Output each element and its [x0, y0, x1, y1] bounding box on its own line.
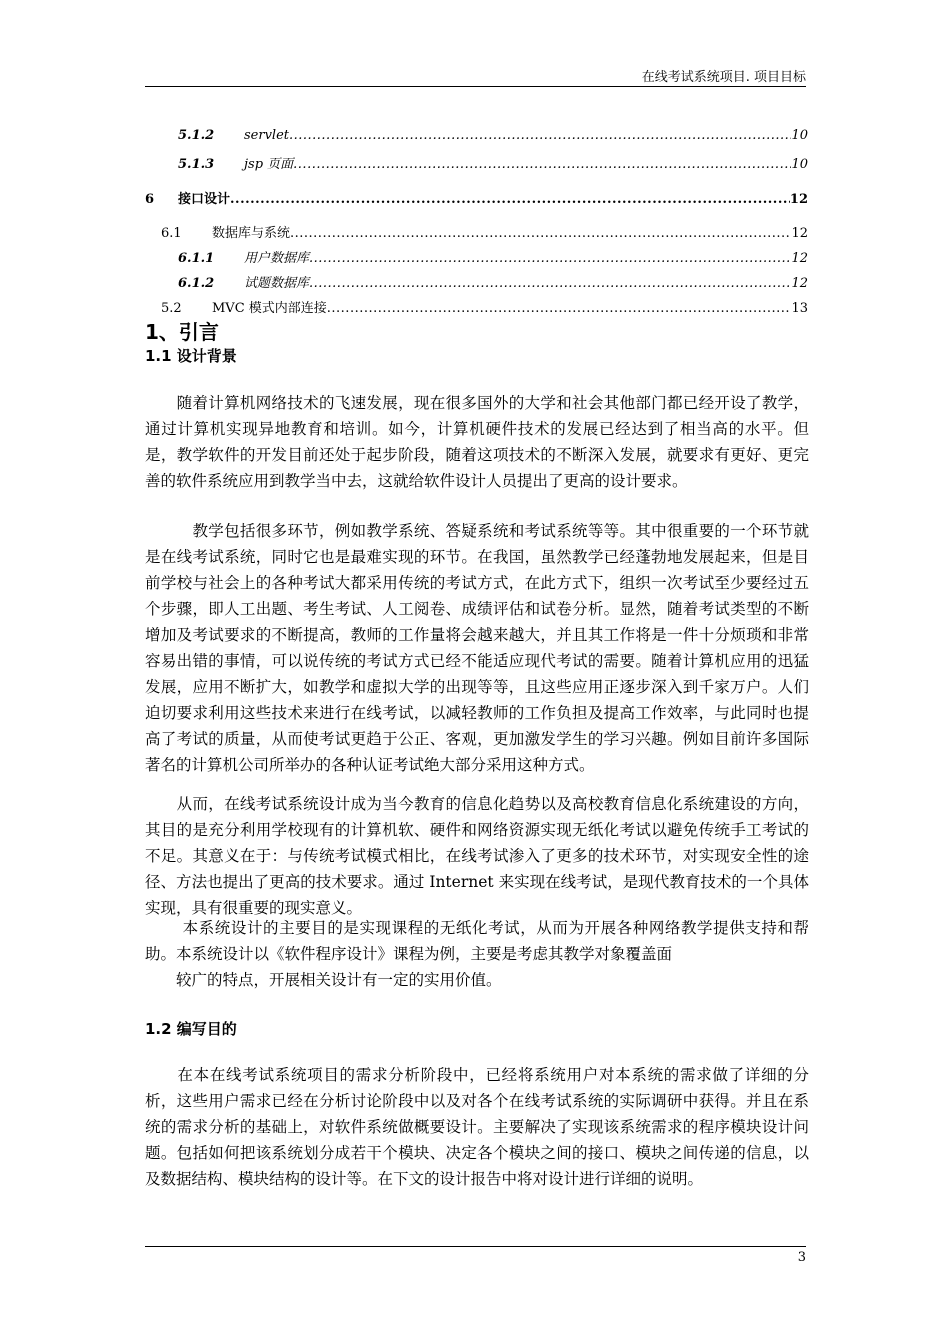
toc-page-number: 10 [791, 157, 808, 172]
toc-title: jsp 页面 [244, 157, 294, 172]
body-paragraph: 随着计算机网络技术的飞速发展，现在很多国外的大学和社会其他部门都已经开设了教学，通过计算机实现异地教育和培训。如今，计算机硬件技术的发展已经达到了相当高的水平。但是，教学软件的开发目前还处于起步阶段，随着这项技术的不断深入发展，就要求有更好、更完善的软件系统应用到教学当中去，这就给软件设计人员提出了更高的设计要求。 [145, 394, 809, 490]
toc-page-number: 13 [791, 301, 808, 316]
body-paragraph: 本系统设计的主要目的是实现课程的无纸化考试，从而为开展各种网络教学提供支持和帮助。本系统设计以《软件程序设计》课程为例，主要是考虑其教学对象覆盖面 [145, 919, 809, 963]
toc-leader [230, 192, 790, 207]
header-rule [145, 86, 806, 87]
toc-page-number: 12 [791, 226, 808, 241]
body-paragraph: 教学包括很多环节，例如教学系统、答疑系统和考试系统等等。其中很重要的一个环节就是在线考试系统，同时它也是最难实现的环节。在我国，虽然教学已经蓬勃地发展起来，但是目前学校与社会上的各种考试大都采用传统的考试方式，在此方式下，组织一次考试至少要经过五个步骤，即人工出题、考生考试、人工阅卷、成绩评估和试卷分析。显然，随着考试类型的不断增加及考试要求的不断提高，教师的工作量将会越来越大，并且其工作将是一件十分烦琐和非常容易出错的事情，可以说传统的考试方式已经不能适应现代考试的需要。随着计算机应用的迅猛发展，应用不断扩大，如教学和虚拟大学的出现等等，且这些应用正逐步深入到千家万户。人们迫切要求利用这些技术来进行在线考试，以减轻教师的工作负担及提高工作效率，与此同时也提高了考试的质量，从而使考试更趋于公正、客观，更加激发学生的学习兴趣。例如目前许多国际著名的计算机公司所举办的各种认证考试绝大部分采用这种方式。 [145, 522, 809, 774]
toc-page-number: 12 [791, 251, 808, 266]
toc-number: 6.1.1 [178, 251, 215, 266]
section-heading: 1、引言 [145, 320, 219, 344]
toc-number: 5.1.2 [178, 128, 215, 143]
toc-page-number: 12 [791, 276, 808, 291]
toc-title: 接口设计 [178, 192, 231, 207]
toc-leader [293, 157, 791, 172]
toc-page-number: 10 [791, 128, 808, 143]
toc-number: 5.2 [161, 301, 182, 316]
toc-leader [309, 251, 791, 266]
page-number: 3 [797, 1250, 806, 1265]
body-paragraph: 较广的特点，开展相关设计有一定的实用价值。 [145, 971, 502, 989]
toc-entry[interactable] [161, 222, 808, 241]
toc-entry[interactable] [145, 188, 808, 207]
toc-entry[interactable] [178, 247, 808, 266]
toc-leader [290, 226, 791, 241]
toc-title: servlet [244, 128, 289, 143]
toc-number: 6.1.2 [178, 276, 215, 291]
toc-leader [289, 128, 791, 143]
toc-title: 试题数据库 [244, 276, 310, 291]
toc-entry[interactable] [178, 272, 808, 291]
toc-entry[interactable] [178, 128, 808, 143]
toc-leader [309, 276, 791, 291]
footer-rule [145, 1246, 806, 1247]
subsection-heading: 1.2 编写目的 [145, 1020, 237, 1038]
toc-title: 用户数据库 [244, 251, 310, 266]
toc-number: 5.1.3 [178, 157, 215, 172]
toc-title: MVC 模式内部连接 [212, 301, 327, 316]
toc-entry[interactable] [178, 153, 808, 172]
toc-number: 6 [145, 192, 155, 207]
body-paragraph: 从而，在线考试系统设计成为当今教育的信息化趋势以及高校教育信息化系统建设的方向，其目的是充分利用学校现有的计算机软、硬件和网络资源实现无纸化考试以避免传统手工考试的不足。其意义在于：与传统考试模式相比，在线考试渗入了更多的技术环节，对实现安全性的途径、方法也提出了更高的技术要求。通过 Internet 来实现在线考试，是现代教育技术的一个具体实现，具有很重要的现实意义。 [145, 795, 809, 917]
toc-entry[interactable] [161, 297, 808, 316]
page-header: 在线考试系统项目. 项目目标 [641, 70, 806, 85]
toc-page-number: 12 [789, 192, 808, 207]
subsection-heading: 1.1 设计背景 [145, 347, 237, 365]
toc-leader [327, 301, 792, 316]
body-paragraph: 在本在线考试系统项目的需求分析阶段中，已经将系统用户对本系统的需求做了详细的分析，这些用户需求已经在分析讨论阶段中以及对各个在线考试系统的实际调研中获得。并且在系统的需求分析的基础上，对软件系统做概要设计。主要解决了实现该系统需求的程序模块设计问题。包括如何把该系统划分成若干个模块、决定各个模块之间的接口、模块之间传递的信息，以及数据结构、模块结构的设计等。在下文的设计报告中将对设计进行详细的说明。 [145, 1066, 809, 1188]
toc-title: 数据库与系统 [212, 226, 291, 241]
toc-number: 6.1 [161, 226, 182, 241]
